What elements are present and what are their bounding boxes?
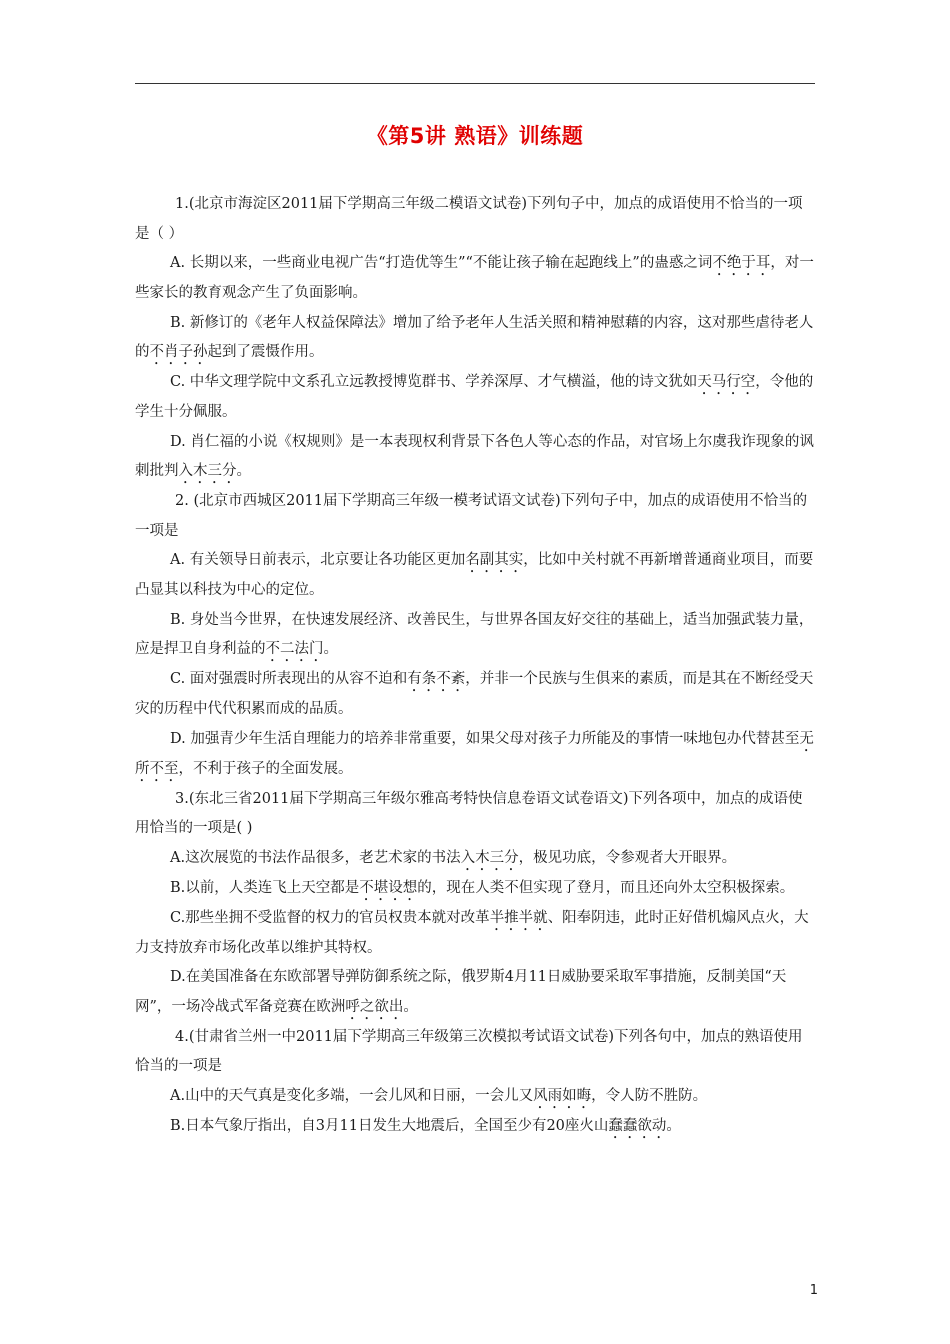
option-text: 、阳奉阴违，此时正好借机煽风点火，大力支持放弃市场化改革以维护其特权。 [135,909,809,956]
option-text: B. 身处当今世界，在快速发展经济、改善民生，与世界各国友好交往的基础上，适当加强武装力量，应是捍卫自身利益的 [135,611,814,657]
option-text: ，令人防不胜防。 [591,1087,708,1104]
option-text: C. 中华文理学院中文系孔立远教授博览群书、学养深厚、才气横溢，他的诗文犹如 [170,374,698,390]
option-text: ，并非一个民族与生俱来的素质，而是其在不断经受天灾的历程中代代积累而成的品质。 [135,671,814,717]
dotted-idiom: 风雨如晦 [533,1087,592,1104]
option-text: 的，现在人类不但实现了登月，而且还向外太空积极探索。 [417,879,795,896]
document-body [135,190,815,1142]
header-rule [135,83,815,84]
option-text: A. 长期以来，一些商业电视广告“打造优等生”“不能让孩子输在起跑线上”的蛊惑之词 [170,255,713,271]
option-text: B.以前，人类连飞上天空都是 [170,879,360,896]
option-a [135,249,815,309]
option-text: A.山中的天气真是变化多端，一会儿风和日丽，一会儿又 [170,1087,534,1104]
option-d [135,725,815,785]
option-text: 。 [236,463,251,479]
dotted-idiom: 入木三分 [460,849,519,866]
option-text: ，对一些家长的教育观念产生了负面影响。 [135,255,814,301]
option-text: ，令他的学生十分佩服。 [135,374,814,420]
option-text: D. 肖仁福的小说《权规则》是一本表现权利背景下各色人等心态的作品，对官场上尔虞我诈现象的讽刺批判 [135,433,814,479]
option-d [135,963,815,1023]
dotted-idiom: 半推半就 [489,909,548,926]
option-text: D.在美国准备在东欧部署导弹防御系统之际，俄罗斯4月11日威胁要采取军事措施，反制美国“天网”，一场冷战式军备竞赛在欧洲 [135,969,787,1015]
question-stem: 2. (北京市西城区2011届下学期高三年级一模考试语文试卷)下列句子中，加点的成语使用不恰当的一项是 [135,493,808,539]
option-text: A. 有关领导日前表示，北京要让各功能区更加 [170,552,466,568]
dotted-idiom: 无所不至 [135,730,814,777]
option-a [135,844,815,874]
dotted-idiom: 不二法门 [265,641,324,657]
option-c [135,368,815,428]
dotted-idiom: 天马行空 [697,374,756,390]
option-c [135,665,815,725]
dotted-idiom: 入木三分 [178,463,237,479]
option-d [135,428,815,488]
option-a [135,546,815,606]
option-text: A.这次展览的书法作品很多，老艺术家的书法 [170,849,461,866]
page-title: 《第5讲 熟语》训练题 [366,124,584,148]
option-text: 。 [666,1117,681,1134]
question-stem: 3.(东北三省2011届下学期高三年级尔雅高考特快信息卷语文试卷语文)下列各项中，加点的成语使用恰当的一项是( ) [135,790,803,836]
option-text: B.日本气象厅指出，自3月11日发生大地震后，全国至少有20座火山 [170,1117,609,1134]
option-a [135,1082,815,1112]
option-b [135,874,815,904]
dotted-idiom: 不绝于耳 [712,255,771,271]
dotted-idiom: 不肖子孙 [149,344,208,360]
question-stem: 4.(甘肃省兰州一中2011届下学期高三年级第三次模拟考试语文试卷)下列各句中，加点的熟语使用恰当的一项是 [135,1028,803,1074]
option-text: C. 面对强震时所表现出的从容不迫和 [170,671,408,687]
dotted-idiom: 不堪设想 [359,879,418,896]
option-text: 。 [323,641,338,657]
option-text: 。 [403,998,418,1015]
dotted-idiom: 呼之欲出 [345,998,404,1015]
option-text: ，极见功底，令参观者大开眼界。 [518,849,737,866]
option-c [135,904,815,964]
page-number: 1 [809,1283,818,1298]
option-text: 起到了震慑作用。 [207,344,324,360]
dotted-idiom: 蠢蠢欲动 [608,1117,667,1134]
dotted-idiom: 名副其实 [465,552,524,568]
dotted-idiom: 有条不紊 [407,671,466,687]
option-b [135,1112,815,1142]
option-text: B. 新修订的《老年人权益保障法》增加了给予老年人生活关照和精神慰藉的内容，这对那些虐待老人的 [135,314,814,360]
option-text: ，不利于孩子的全面发展。 [178,760,353,777]
option-text: C.那些坐拥不受监督的权力的官员权贵本就对改革 [170,909,490,926]
option-b [135,309,815,369]
option-text: D. 加强青少年生活自理能力的培养非常重要，如果父母对孩子力所能及的事情一味地包办代替甚至 [170,730,800,747]
option-text: ，比如中关村就不再新增普通商业项目，而要凸显其以科技为中心的定位。 [135,552,814,598]
option-b [135,606,815,666]
question-stem: 1.(北京市海淀区2011届下学期高三年级二模语文试卷)下列句子中，加点的成语使用不恰当的一项是（ ） [135,196,803,242]
